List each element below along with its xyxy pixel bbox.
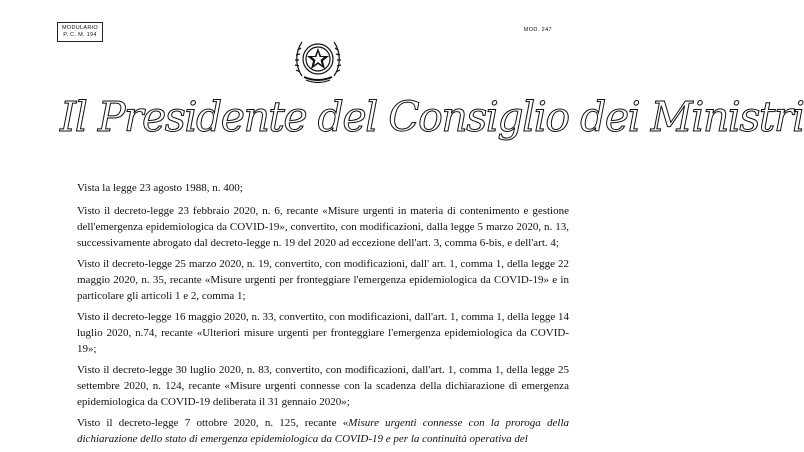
document-body <box>77 180 569 452</box>
form-code: MOD. 247 <box>523 27 552 33</box>
paragraph-1: Vista la legge 23 agosto 1988, n. 400; <box>77 182 243 194</box>
paragraph-3: Visto il decreto-legge 25 marzo 2020, n. 19, convertito, con modificazioni, dall' art. 1, comma 1, della legge 22 maggio 2020, n. 35, recante «Misure urgenti per fronteggiare l'emergenza epidemiologica da COVID-19» e in particolare gli articoli 1 e 2, comma 1; <box>77 258 569 302</box>
stamp-line-2: P. C. M. 194 <box>63 32 97 38</box>
paragraph-6-prefix: Visto il decreto-legge 7 ottobre 2020, n. 125, recante « <box>77 417 349 429</box>
paragraph-4: Visto il decreto-legge 16 maggio 2020, n. 33, convertito, con modificazioni, dall'art. 1, comma 1, della legge 14 luglio 2020, n.74, recante «Ulteriori misure urgenti per fronteggiare l'emergenza epidemiologica da COVID-19»; <box>77 311 569 355</box>
paragraph-5: Visto il decreto-legge 30 luglio 2020, n. 83, convertito, con modificazioni, dall'art. 1, comma 1, della legge 25 settembre 2020, n. 124, recante «Misure urgenti connesse con la scadenza della dichiarazione di emergenza epidemiologica da COVID-19 deliberata il 31 gennaio 2020»; <box>77 364 569 408</box>
paragraph-6 <box>77 415 569 447</box>
page-title: Il Presidente del Consiglio dei Ministri <box>60 93 804 141</box>
stamp-line-1: MODULARIO <box>62 25 99 31</box>
modulario-stamp <box>57 22 103 42</box>
italian-republic-emblem-icon <box>292 28 344 88</box>
paragraph-2: Visto il decreto-legge 23 febbraio 2020, n. 6, recante «Misure urgenti in materia di contenimento e gestione dell'emergenza epidemiologica da COVID-19», convertito, con modificazioni, dalla legge 5 marzo 2020, n. 13, successivamente abrogato dal decreto-legge n. 19 del 2020 ad eccezione dell'art. 3, comma 6-bis, e dell'art. 4; <box>77 205 569 249</box>
paragraph-6-italic: Misure urgenti connesse con la proroga della dichiarazione dello stato di emergenza epidemiologica da COVID-19 e per la continuità operativa del <box>77 417 570 445</box>
